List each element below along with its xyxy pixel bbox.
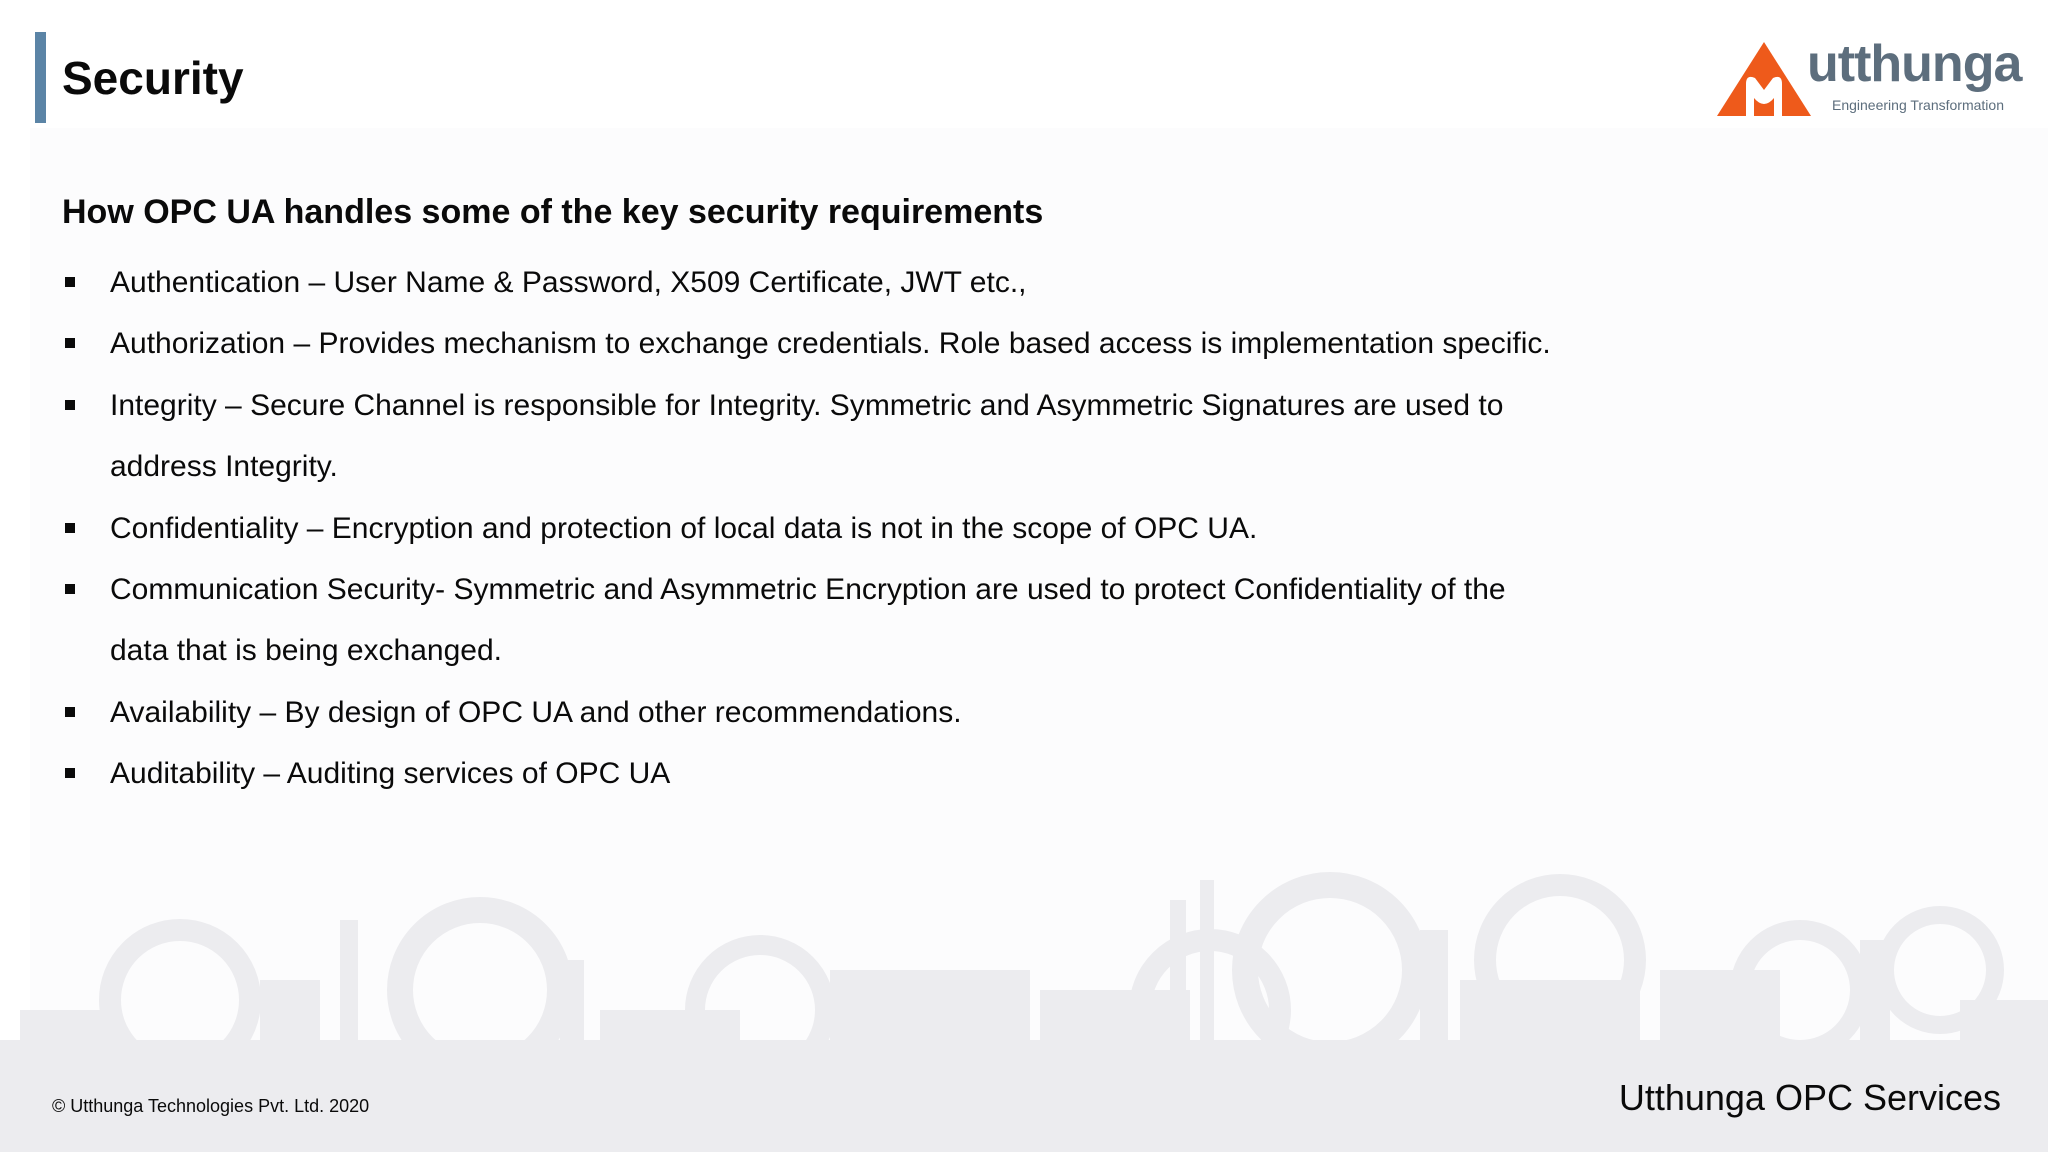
logo-tagline: Engineering Transformation: [1832, 97, 2004, 113]
section-heading: How OPC UA handles some of the key security requirements: [62, 193, 1044, 231]
bullet-item-integrity: [62, 375, 1562, 498]
bullet-item-auditability: [62, 743, 1562, 804]
bullet-item-authorization: [62, 313, 1562, 374]
square-bullet-icon: [65, 523, 75, 533]
company-logo: [1715, 35, 2022, 120]
bullet-item-confidentiality: [62, 498, 1562, 559]
bullet-item-authentication: [62, 252, 1562, 313]
bullet-item-communication-security: [62, 559, 1562, 682]
square-bullet-icon: [65, 584, 75, 594]
bullet-item-availability: [62, 682, 1562, 743]
square-bullet-icon: [65, 768, 75, 778]
bullet-text: Authorization – Provides mechanism to exchange credentials. Role based access is implementation specific.: [110, 327, 1551, 361]
utthunga-logo-icon: [1715, 40, 1813, 118]
square-bullet-icon: [65, 707, 75, 717]
square-bullet-icon: [65, 400, 75, 410]
logo-wordmark: utthunga: [1807, 35, 2022, 93]
bullet-text: Auditability – Auditing services of OPC UA: [110, 757, 671, 791]
square-bullet-icon: [65, 277, 75, 287]
bullet-list: [62, 252, 1562, 805]
bullet-text: Availability – By design of OPC UA and other recommendations.: [110, 695, 962, 729]
bullet-text: Authentication – User Name & Password, X509 Certificate, JWT etc.,: [110, 266, 1027, 299]
bullet-text: Communication Security- Symmetric and Asymmetric Encryption are used to protect Confidentiality of the data that is being exchanged.: [110, 573, 1506, 668]
bullet-text: Integrity – Secure Channel is responsible for Integrity. Symmetric and Asymmetric Signatures are used to address Integrity.: [110, 388, 1504, 484]
title-accent-bar: [35, 32, 46, 123]
square-bullet-icon: [65, 338, 75, 348]
bullet-text: Confidentiality – Encryption and protection of local data is not in the scope of OPC UA.: [110, 511, 1258, 545]
slide-title: Security: [62, 52, 244, 104]
copyright-notice: © Utthunga Technologies Pvt. Ltd. 2020: [52, 1096, 370, 1116]
footer-brand: Utthunga OPC Services: [1618, 1077, 2001, 1118]
